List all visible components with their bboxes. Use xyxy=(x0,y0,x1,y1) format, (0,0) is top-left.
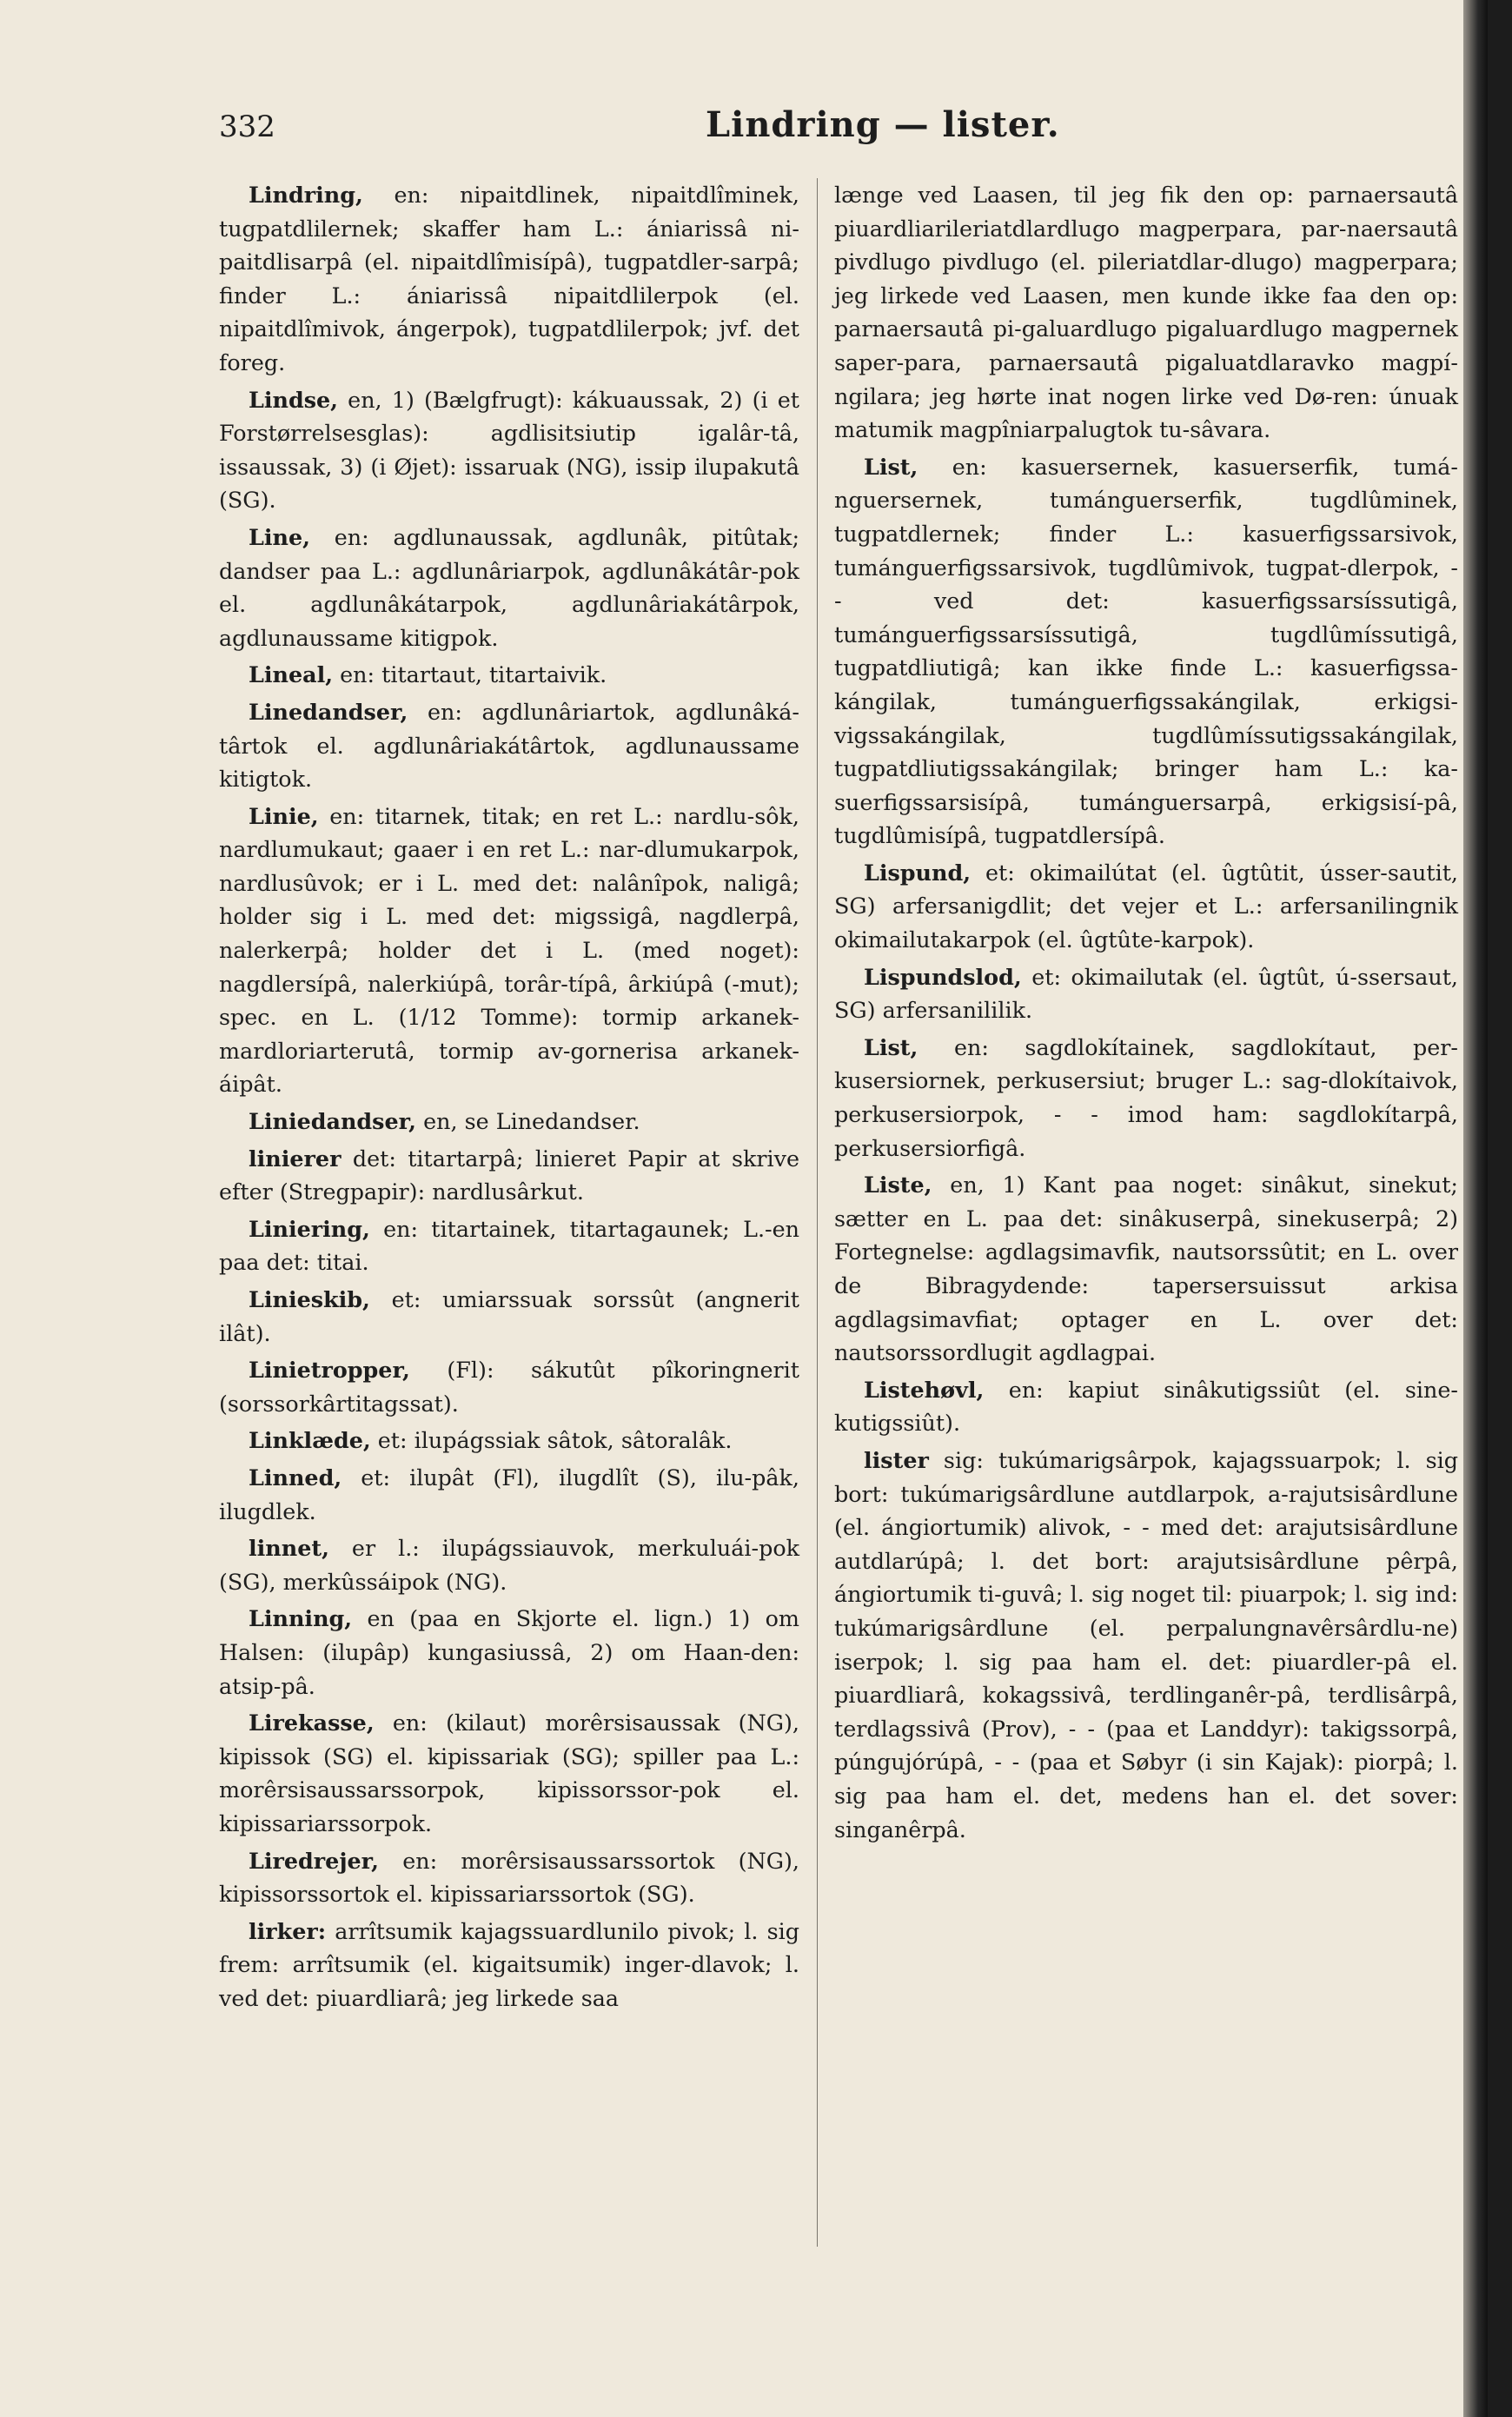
entry-text: en: kasuersernek, kasuerserfik, tumá-nguersernek, tumánguerserfik, tugdlûminek, tugpatdlernek; finder L.: kasuerfigssarsivok, tumánguerfigssarsivok, tugdlûmivok, tugpat-dlerpok, - - ved det: kasuerfigssarsíssutigâ, tumánguerfigssarsíssutigâ, tugdlûmíssutigâ, tugpatdliutigâ; kan ikke finde L.: kasuerfigssa-kángilak, tumánguerfigssakángilak, erkigsi-vigssakángilak, tugdlûmíssutigssakángilak, tugpatdliutigssakángilak; bringer ham L.: ka-suerfigssarsisípâ, tumánguersarpâ, erkigsisí-pâ, tugdlûmisípâ, tugpatdlersípâ. xyxy=(834,453,1458,849)
entry-headword: Liste, xyxy=(864,1172,932,1199)
entry-headword: Lindring, xyxy=(249,182,363,208)
entry-text: en: nipaitdlinek, nipaitdlîminek, tugpatdlilernek; skaffer ham L.: ániarissâ ni-paitdlisarpâ (el. nipaitdlîmisípâ), tugpatdler-sarpâ; finder L.: ániarissâ nipaitdlilerpok (el. nipaitdlîmivok, ángerpok), tugpatdlilerpok; jvf. det foreg. xyxy=(219,182,799,375)
entry-headword: Lispund, xyxy=(864,859,972,886)
entry-text: længe ved Laasen, til jeg fik den op: parnaersautâ piuardliarileriatdlardlugo magperpara, par-naersautâ pivdlugo pivdlugo (el. pileriatdlar-dlugo) magperpara; jeg lirkede ved Laasen, men kunde ikke faa den op: parnaersautâ pi-galuardlugo pigaluardlugo magpernek saper-para, parnaersautâ pigaluatdlaravko magpí-ngilara; jeg hørte inat nogen lirke ved Dø-ren: únuak matumik magpîniarpalugtok tu-sâvara. xyxy=(834,182,1458,443)
dictionary-entry xyxy=(219,1105,799,1139)
entry-headword: linierer xyxy=(249,1145,342,1172)
dictionary-entry xyxy=(219,695,799,796)
entry-text: (Fl): sákutût pîkoringnerit (sorssorkârtitagssat). xyxy=(219,1357,799,1417)
column-divider xyxy=(817,178,818,2247)
dictionary-entry xyxy=(219,1283,799,1350)
dictionary-entry xyxy=(834,1444,1458,1846)
dictionary-entry xyxy=(219,1212,799,1279)
entry-text: et: ilupágssiak sâtok, sâtoralâk. xyxy=(370,1427,733,1454)
entry-headword: Lineal, xyxy=(249,661,334,688)
page-header xyxy=(219,97,1418,149)
dictionary-entry xyxy=(219,1915,799,2015)
dictionary-entry xyxy=(834,1168,1458,1370)
entry-headword: Line, xyxy=(249,523,310,550)
entry-text: en (paa en Skjorte el. lign.) 1) om Halsen: (ilupâp) kungasiussâ, 2) om Haan-den: atsip-pâ. xyxy=(219,1605,799,1699)
entry-headword: lister xyxy=(864,1446,929,1473)
dictionary-entry xyxy=(219,1602,799,1703)
entry-headword: linnet, xyxy=(249,1535,329,1562)
running-head: Lindring — lister. xyxy=(706,104,1060,145)
entry-text: en: morêrsisaussarssortok (NG), kipissorssortok el. kipissariarssortok (SG). xyxy=(219,1847,799,1908)
dictionary-entry xyxy=(834,1373,1458,1440)
entry-text: en, se Linedandser. xyxy=(416,1108,640,1135)
dictionary-entry xyxy=(834,450,1458,853)
entry-headword: Liniedandser, xyxy=(249,1108,416,1135)
binding-gutter xyxy=(1463,0,1488,2417)
entry-headword: Lirekasse, xyxy=(249,1710,375,1736)
page-number: 332 xyxy=(219,110,275,144)
entry-text: arrîtsumik kajagssuardlunilo pivok; l. sig frem: arrîtsumik (el. kigaitsumik) inger-dlavok; l. ved det: piuardliarâ; jeg lirkede saa xyxy=(219,1917,799,2011)
entry-headword: Linned, xyxy=(249,1464,342,1491)
dictionary-entry xyxy=(219,1461,799,1528)
dictionary-entry xyxy=(219,178,799,380)
entry-headword: List, xyxy=(864,1033,918,1060)
dictionary-entry xyxy=(219,1142,799,1209)
entry-headword: Liredrejer, xyxy=(249,1847,380,1874)
dictionary-entry xyxy=(834,856,1458,957)
dictionary-entry xyxy=(219,800,799,1101)
dictionary-entry xyxy=(219,1844,799,1911)
entry-text: en: titartainek, titartagaunek; L.-en paa det: titai. xyxy=(219,1215,799,1276)
entry-text: et: okimailutak (el. ûgtût, ú-ssersaut, SG) arfersanililik. xyxy=(834,963,1458,1024)
dictionary-entry xyxy=(219,658,799,692)
entry-text: en: titarnek, titak; en ret L.: nardlu-sôk, nardlumukaut; gaaer i en ret L.: nar-dlumukarpok, nardlusûvok; er i L. med det: nalânîpok, naligâ; holder sig i L. med det: migssigâ, nagdlerpâ, nalerkerpâ; holder det i L. (med noget): nagdlersípâ, nalerkiúpâ, torâr-típâ, ârkiúpâ (-mut); spec. en L. (1/12 Tomme): tormip arkanek-mardloriarterutâ, tormip av-gornerisa arkanek-áipât. xyxy=(219,802,799,1098)
entry-headword: Lispundslod, xyxy=(864,963,1022,990)
entry-text: en: titartaut, titartaivik. xyxy=(333,661,607,688)
entry-text: et: umiarssuak sorssût (angnerit ilât). xyxy=(219,1286,799,1346)
dictionary-entry xyxy=(834,1031,1458,1165)
right-column xyxy=(834,178,1458,1849)
dictionary-entry xyxy=(219,1706,799,1840)
entry-headword: Linieskib, xyxy=(249,1286,370,1312)
entry-text: er l.: ilupágssiauvok, merkuluái-pok (SG), merkûssáipok (NG). xyxy=(219,1535,799,1595)
entry-headword: Linning, xyxy=(249,1605,353,1632)
entry-text: en: (kilaut) morêrsisaussak (NG), kipissok (SG) el. kipissariak (SG); spiller paa L.: morêrsisaussarssorpok, kipissorssor-pok el. kipissariarssorpok. xyxy=(219,1710,799,1836)
dictionary-entry xyxy=(219,1424,799,1458)
left-column xyxy=(219,178,799,2018)
entry-headword: Linie, xyxy=(249,802,319,829)
entry-text: et: ilupât (Fl), ilugdlît (S), ilu-pâk, ilugdlek. xyxy=(219,1464,799,1524)
entry-text: en, 1) Kant paa noget: sinâkut, sinekut; sætter en L. paa det: sinâkuserpâ, sinekuserpâ; 2) Fortegnelse: agdlagsimavfik, nautsorssûtit; en L. over de Bibragydende: tapersersuissut arkisa agdlagsimavfiat; optager en L. over det: nautsorssordlugit agdlagpai. xyxy=(834,1172,1458,1366)
entry-text: sig: tukúmarigsârpok, kajagssuarpok; l. sig bort: tukúmarigsârdlune autdlarpok, a-rajutsisârdlune (el. ángiortumik) alivok, - - med det: arajutsisârdlune autdlarúpâ; l. det bort: arajutsisârdlune pêrpâ, ángiortumik ti-guvâ; l. sig noget til: piuarpok; l. sig ind: tukúmarigsârdlune (el. perpalungnavêrsârdlu-ne) iserpok; l. sig paa ham el. det: piuardler-pâ el. piuardliarâ, kokagssivâ, terdlinganêr-pâ, terdlisârpâ, terdlagssivâ (Prov), - - (paa et Landdyr): takigssorpâ, púngujórúpâ, - - (paa et Søbyr (i sin Kajak): piorpâ; l. sig paa ham el. det, medens han el. det sover: singanêrpâ. xyxy=(834,1446,1458,1843)
dictionary-entry xyxy=(834,178,1458,447)
dictionary-entry xyxy=(219,1531,799,1598)
entry-headword: Linietropper, xyxy=(249,1357,410,1384)
entry-headword: Linedandser, xyxy=(249,698,408,725)
entry-headword: Listehøvl, xyxy=(864,1376,985,1403)
dictionary-entry xyxy=(834,960,1458,1027)
entry-headword: Lindse, xyxy=(249,386,339,413)
entry-text: et: okimailútat (el. ûgtûtit, ússer-sautit, SG) arfersanigdlit; det vejer et L.: arfersanilingnik okimailutakarpok (el. ûgtûte-karpok). xyxy=(834,859,1458,953)
entry-text: det: titartarpâ; linieret Papir at skrive efter (Stregpapir): nardlusârkut. xyxy=(219,1145,799,1205)
entry-text: en: agdlunaussak, agdlunâk, pitûtak; dandser paa L.: agdlunâriarpok, agdlunâkátâr-pok el. agdlunâkátarpok, agdlunâriakátârpok, agdlunaussame kitigpok. xyxy=(219,523,799,651)
entry-headword: lirker: xyxy=(249,1917,327,1944)
dictionary-entry xyxy=(219,383,799,517)
entry-text: en: agdlunâriartok, agdlunâká-târtok el. agdlunâriakátârtok, agdlunaussame kitigtok. xyxy=(219,698,799,793)
entry-headword: Linklæde, xyxy=(249,1427,371,1454)
entry-headword: Liniering, xyxy=(249,1215,370,1242)
entry-text: en: sagdlokítainek, sagdlokítaut, per-kusersiornek, perkusersiut; bruger L.: sag-dlokítaivok, perkusersiorpok, - - imod ham: sagdlokítarpâ, perkusersiorfigâ. xyxy=(834,1033,1458,1161)
entry-text: en: kapiut sinâkutigssiût (el. sine-kutigssiût). xyxy=(834,1376,1458,1437)
dictionary-entry xyxy=(219,1353,799,1420)
entry-text: en, 1) (Bælgfrugt): kákuaussak, 2) (i et Forstørrelsesglas): agdlisitsiutip igalâr-tâ, issaussak, 3) (i Øjet): issaruak (NG), issip ilupakutâ (SG). xyxy=(219,386,799,514)
entry-headword: List, xyxy=(864,453,918,480)
dictionary-entry xyxy=(219,521,799,654)
